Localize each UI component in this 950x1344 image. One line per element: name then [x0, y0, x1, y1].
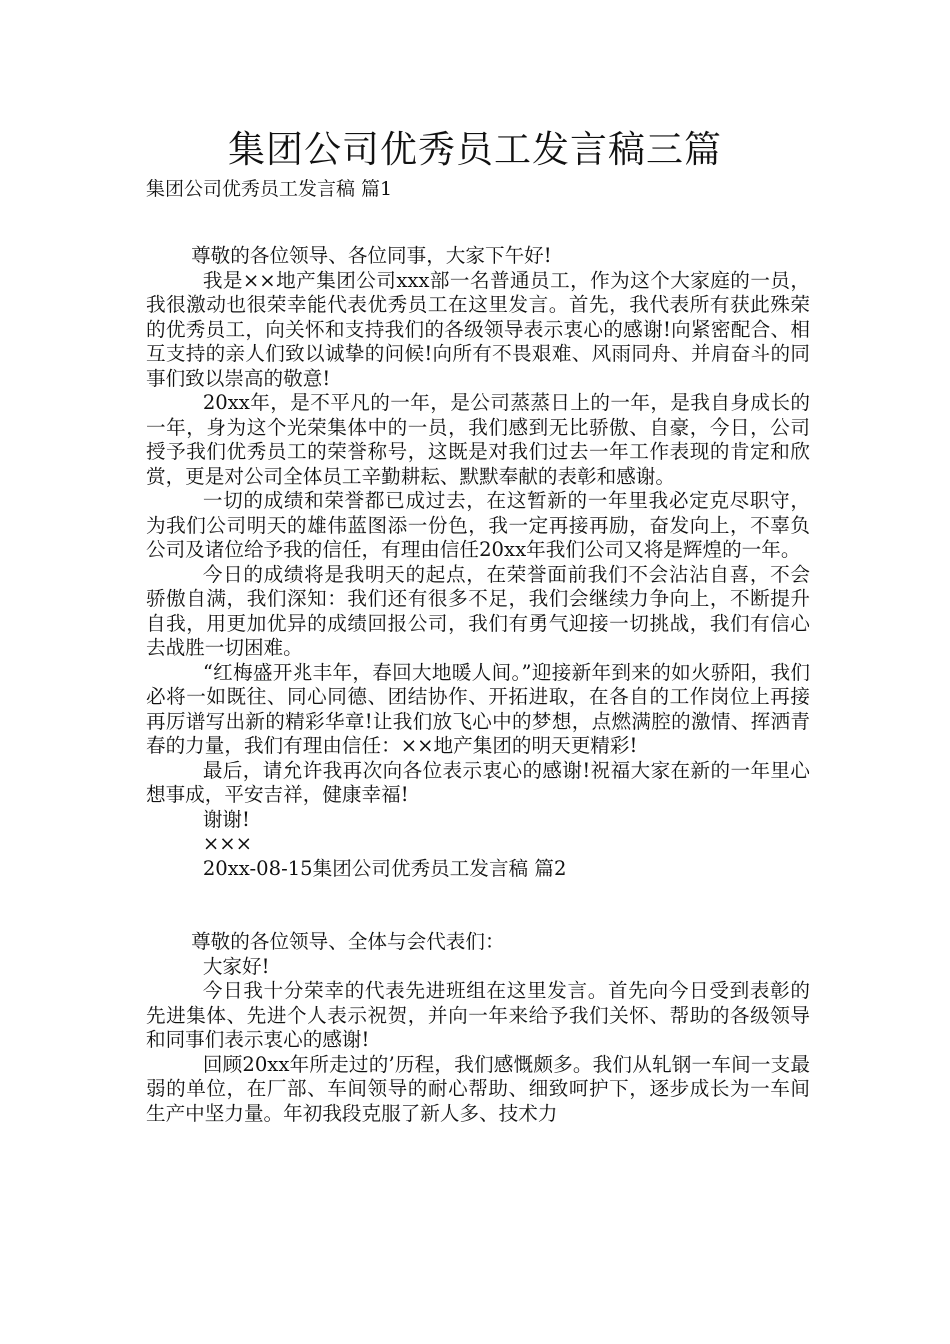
section-heading-1: 集团公司优秀员工发言稿 篇1	[146, 178, 393, 200]
review-paragraph: 回顾20xx年所走过的’历程，我们感慨颇多。我们从轧钢一车间一支最弱的单位，在厂部、车间领导的耐心帮助、细致呵护下，逐步成长为一车间生产中坚力量。年初我段克服了新人多、技术力	[146, 1052, 810, 1125]
intro-paragraph: 我是××地产集团公司xxx部一名普通员工，作为这个大家庭的一员，我很激动也很荣幸能代表优秀员工在这里发言。首先，我代表所有获此殊荣的优秀员工，向关怀和支持我们的各级领导表示衷心的感谢!向紧密配合、相互支持的亲人们致以诚挚的问候!向所有不畏艰难、风雨同舟、并肩奋斗的同事们致以崇高的敬意!	[146, 268, 810, 390]
greeting-paragraph-2: 尊敬的各位领导、全体与会代表们：	[191, 930, 505, 953]
greeting-paragraph: 尊敬的各位领导、各位同事，大家下午好!	[191, 244, 552, 267]
date-and-heading-2: 20xx-08-15集团公司优秀员工发言稿 篇2	[202, 856, 567, 880]
signer-line: ×××	[202, 832, 253, 855]
honor-paragraph: 今日我十分荣幸的代表先进班组在这里发言。首先向今日受到表彰的先进集体、先进个人表示祝贺，并向一年来给予我们关怀、帮助的各级领导和同事们表示衷心的感谢!	[146, 979, 810, 1051]
past-paragraph: 一切的成绩和荣誉都已成过去，在这暂新的一年里我必定克尽职守，为我们公司明天的雄伟蓝图添一份色，我一定再接再励，奋发向上，不辜负公司及诸位给予我的信任，有理由信任20xx年我们公司又将是辉煌的一年。	[146, 489, 810, 561]
document-body	[146, 244, 810, 1126]
section-spacer	[146, 881, 810, 930]
plum-paragraph: “红梅盛开兆丰年，春回大地暖人间。”迎接新年到来的如火骄阳，我们必将一如既往、同心同德、团结协作、开拓进取，在各自的工作岗位上再接再厉谱写出新的精彩华章!让我们放飞心中的梦想，点燃满腔的激情、挥洒青春的力量，我们有理由信任：××地产集团的明天更精彩!	[146, 660, 810, 757]
year-paragraph: 20xx年，是不平凡的一年，是公司蒸蒸日上的一年，是我自身成长的一年，身为这个光荣集体中的一员，我们感到无比骄傲、自豪，今日，公司授予我们优秀员工的荣誉称号，这既是对我们过去一年工作表现的肯定和欣赏，更是对公司全体员工辛勤耕耘、默默奉献的表彰和感谢。	[146, 391, 810, 488]
thanks-line: 谢谢!	[202, 807, 250, 831]
today-paragraph: 今日的成绩将是我明天的起点，在荣誉面前我们不会沾沾自喜，不会骄傲自满，我们深知：我们还有很多不足，我们会继续力争向上，不断提升自我，用更加优异的成绩回报公司，我们有勇气迎接一切挑战，我们有信心去战胜一切困难。	[146, 562, 810, 659]
hello-line: 大家好!	[202, 954, 270, 978]
final-paragraph: 最后，请允许我再次向各位表示衷心的感谢!祝福大家在新的一年里心想事成，平安吉祥，健康幸福!	[146, 758, 810, 806]
document-title: 集团公司优秀员工发言稿三篇	[228, 128, 722, 171]
